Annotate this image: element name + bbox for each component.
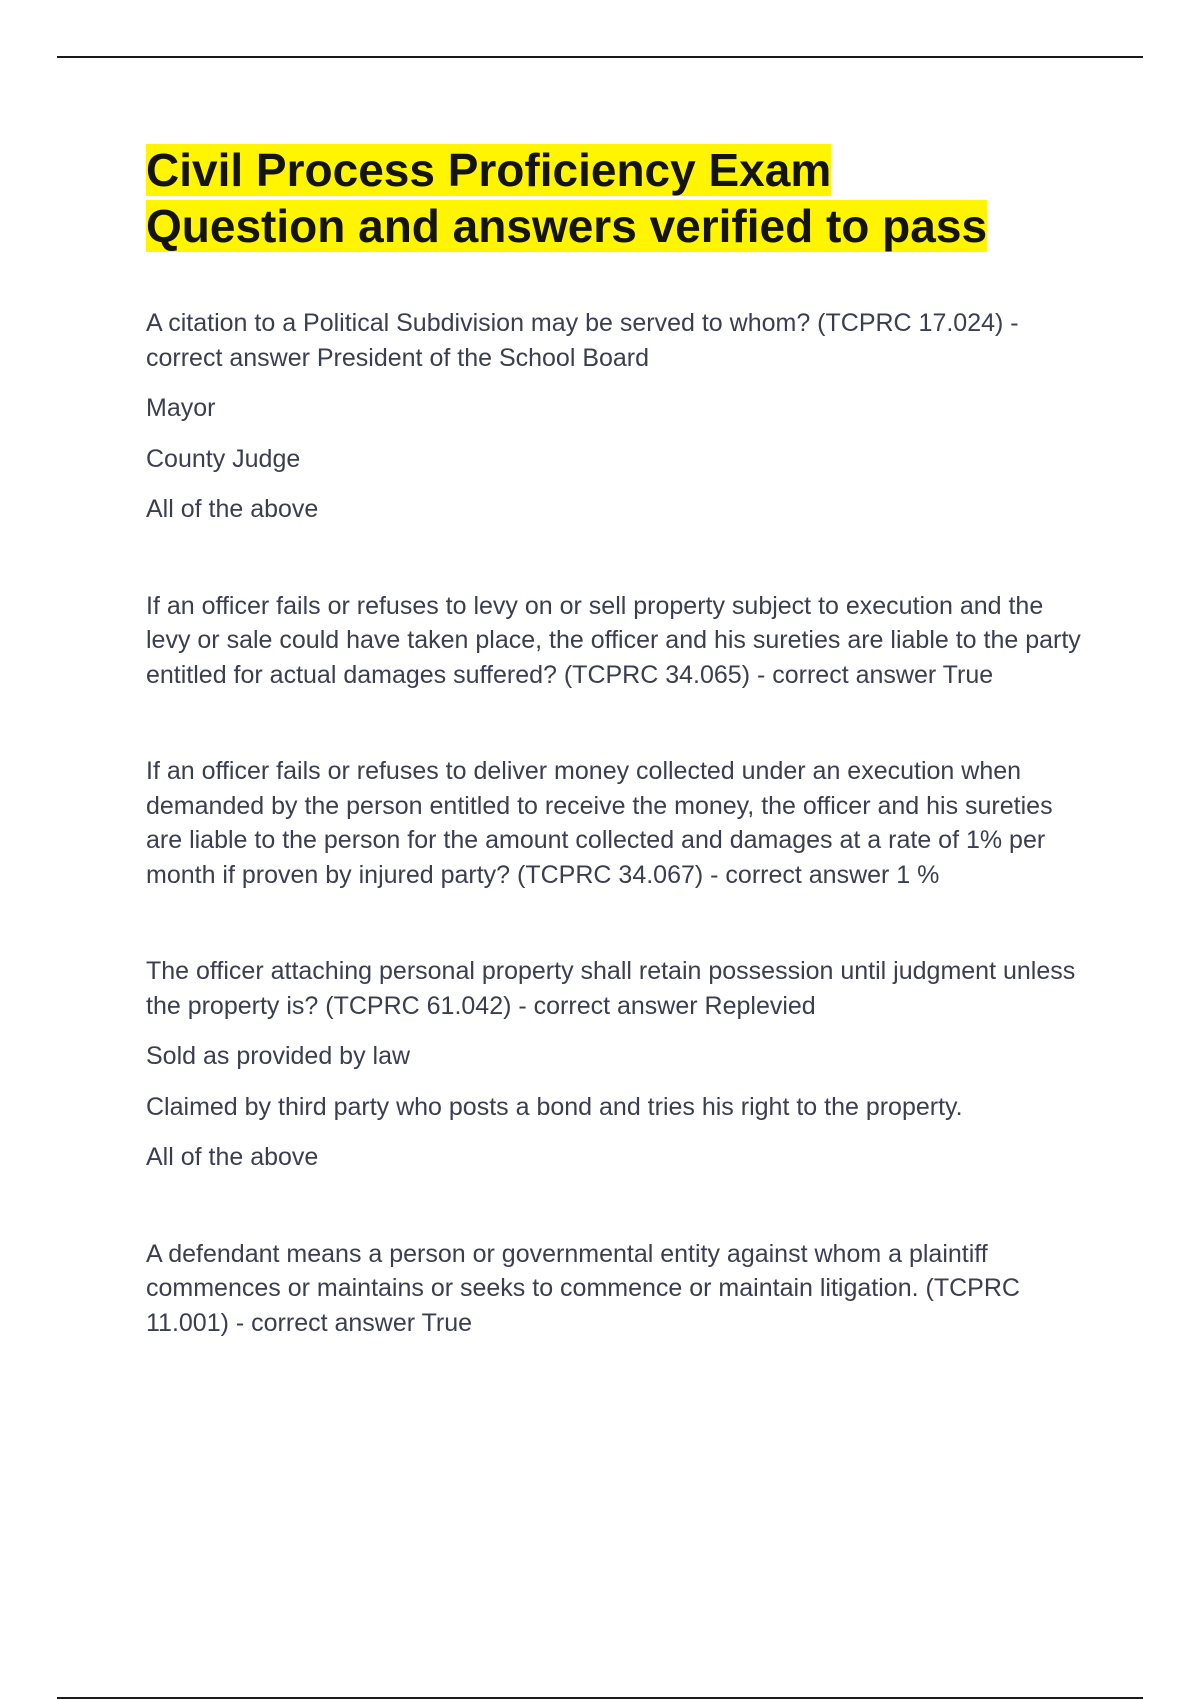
question-text: If an officer fails or refuses to deliver money collected under an execution when demanded by the person entitled to receive the money, the officer and his sureties are liable to the person for the amount collected and damages at a rate of 1% per month if proven by injured party? (TCPRC 34.067) - correct answer 1 % [146, 757, 1053, 889]
title-line-2: Question and answers verified to pass [146, 200, 988, 252]
question-text: The officer attaching personal property shall retain possession until judgment unless the property is? (TCPRC 61.042) - correct answer Replevied [146, 957, 1076, 1020]
answer-option: All of the above [146, 495, 319, 523]
top-divider [57, 56, 1143, 58]
document-body [146, 142, 1086, 1340]
answer-option: County Judge [146, 444, 301, 473]
document-title [146, 142, 1086, 254]
question-text: If an officer fails or refuses to levy on or sell property subject to execution and the levy or sale could have taken place, the officer and his sureties are liable to the party entitled for actual damages suffered? (TCPRC 34.065) - correct answer True [146, 591, 1081, 689]
question-text: A defendant means a person or governmental entity against whom a plaintiff commences or maintains or seeks to commence or maintain litigation. (TCPRC 11.001) - correct answer True [146, 1239, 1020, 1337]
answer-option: Sold as provided by law [146, 1042, 411, 1070]
question-block [146, 754, 1086, 892]
answer-option: Claimed by third party who posts a bond and tries his right to the property. [146, 1092, 963, 1121]
bottom-divider [57, 1697, 1143, 1699]
question-block [146, 954, 1086, 1175]
question-block [146, 589, 1086, 693]
question-list [146, 306, 1086, 1340]
title-line-1: Civil Process Proficiency Exam [146, 144, 832, 196]
answer-option: All of the above [146, 1143, 319, 1171]
answer-option: Mayor [146, 394, 216, 422]
question-text: A citation to a Political Subdivision may be served to whom? (TCPRC 17.024) - correct answer President of the School Board [146, 309, 1019, 372]
question-block [146, 1237, 1086, 1341]
question-block [146, 306, 1086, 527]
